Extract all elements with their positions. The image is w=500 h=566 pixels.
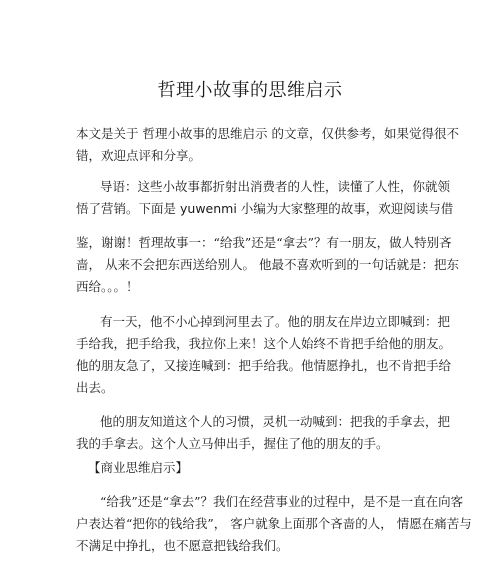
paragraph-line: 出去。 bbox=[76, 380, 114, 395]
paragraph-line: “给我”还是“拿去”？我们在经营事业的过程中，是不是一直在向客 bbox=[100, 494, 464, 509]
paragraph-line: 不满足中挣扎，也不愿意把钱给我们。 bbox=[76, 538, 289, 553]
text-span: 悟了营销。下面是 bbox=[76, 201, 177, 216]
paragraph-line: 鉴，谢谢！哲理故事一：“给我”还是“拿去”？有一朋友，做人特别吝 bbox=[76, 235, 452, 250]
paragraph-line: 啬， 从来不会把东西送给别人。 他最不喜欢听到的一句话就是：把东 bbox=[76, 257, 459, 272]
paragraph-line: 他的朋友知道这个人的习惯，灵机一动喊到：把我的手拿去，把 bbox=[100, 414, 451, 429]
paragraph-line: 错，欢迎点评和分享。 bbox=[76, 148, 202, 163]
paragraph-line: 他的朋友急了，又接连喊到：把手给我。他情愿挣扎，也不肯把手给 bbox=[76, 358, 452, 373]
paragraph-line: 本文是关于 哲理小故事的思维启示 的文章，仅供参考，如果觉得很不 bbox=[76, 126, 459, 141]
section-heading: 【商业思维启示】 bbox=[88, 460, 189, 475]
paragraph-line: 我的手拿去。这个人立马伸出手，握住了他的朋友的手。 bbox=[76, 436, 389, 451]
author-name: yuwenmi bbox=[180, 201, 237, 216]
paragraph-line bbox=[76, 201, 453, 217]
paragraph-line: 户表达着“把你的钱给我”， 客户就象上面那个吝啬的人， 情愿在痛苦与 bbox=[76, 516, 472, 531]
text-span: 小编为大家整理的故事，欢迎阅读与借 bbox=[240, 201, 454, 216]
paragraph-line: 西给。。。！ bbox=[76, 279, 139, 294]
document-title: 哲理小故事的思维启示 bbox=[157, 80, 343, 101]
paragraph-line: 导语：这些小故事都折射出消费者的人性，读懂了人性，你就领 bbox=[100, 179, 451, 194]
paragraph-line: 有一天，他不小心掉到河里去了。他的朋友在岸边立即喊到：把 bbox=[100, 314, 451, 329]
paragraph-line: 手给我，把手给我，我拉你上来！这个人始终不肯把手给他的朋友。 bbox=[76, 336, 452, 351]
